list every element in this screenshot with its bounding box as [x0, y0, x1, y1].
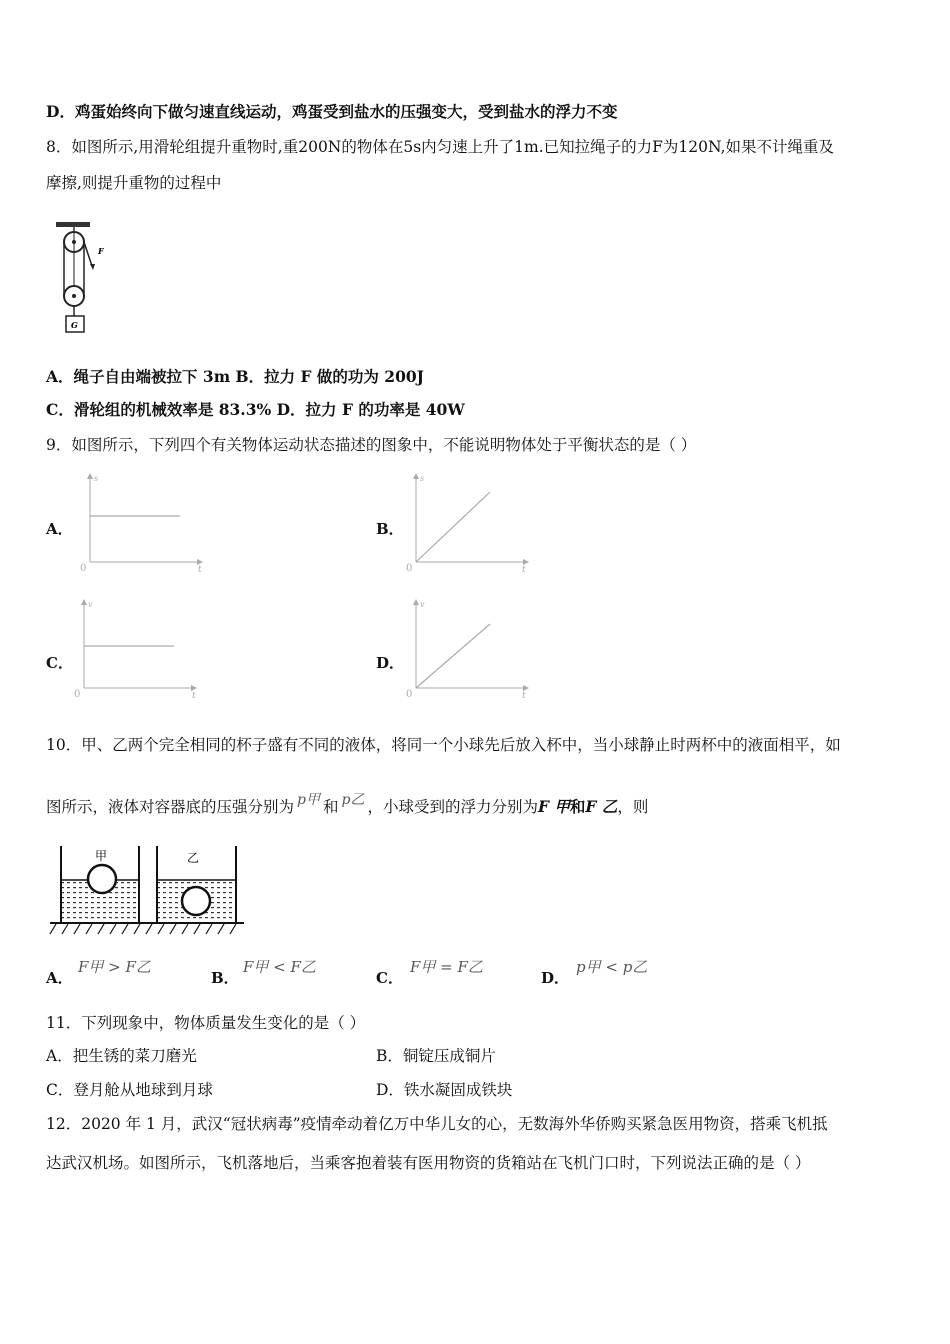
q10-label-d: D． [541, 969, 570, 987]
axis-x-label: t [522, 691, 526, 701]
axis-y-label: s [420, 474, 425, 483]
q10-label-b: B． [211, 969, 239, 987]
axis-y-label: s [94, 474, 99, 483]
q10-stem-part2: ，小球受到的浮力分别为 [367, 798, 538, 816]
axis-x-label: t [192, 691, 196, 701]
q8-options-ab: A．绳子自由端被拉下 3m B．拉力 F 做的功为 200J [46, 367, 424, 386]
cup-jia-label: 甲 [95, 849, 108, 863]
q10-option-d: p甲 < p乙 [576, 958, 648, 976]
q10-and: 和 [322, 798, 339, 816]
p-yi-symbol: p乙 [341, 792, 365, 808]
origin-label: 0 [74, 689, 81, 700]
q9-graph-d [402, 596, 542, 702]
q10-stem-line1: 10．甲、乙两个完全相同的杯子盛有不同的液体，将同一个小球先后放入杯中，当小球静止时两杯中的液面相平，如 [46, 736, 841, 754]
q11-option-c: C．登月舱从地球到月球 [46, 1081, 213, 1099]
q12-stem-line2: 达武汉机场。如图所示，飞机落地后，当乘客抱着装有医用物资的货箱站在飞机门口时，下列说法正确的是（ ） [46, 1154, 811, 1172]
q9-label-d: D． [376, 654, 405, 672]
q10-option-c: F甲 = F乙 [410, 958, 483, 976]
force-f-label: F [98, 246, 104, 256]
q9-label-b: B． [376, 520, 404, 538]
q9-graph-b [402, 470, 542, 576]
q8-stem-line1: 8．如图所示,用滑轮组提升重物时,重200N的物体在5s内匀速上升了1m.已知拉绳子的力F为120N,如果不计绳重及 [46, 138, 835, 156]
q11-option-a: A．把生锈的菜刀磨光 [46, 1047, 197, 1065]
axis-y-label: v [88, 600, 93, 609]
q7-option-d: D．鸡蛋始终向下做匀速直线运动，鸡蛋受到盐水的压强变大，受到盐水的浮力不变 [46, 102, 618, 121]
q8-options-cd: C．滑轮组的机械效率是 83.3% D．拉力 F 的功率是 40W [46, 400, 465, 419]
p-jia-symbol: p甲 [297, 792, 320, 808]
q10-stem-part3: ，则 [617, 798, 649, 816]
q11-option-d: D．铁水凝固成铁块 [376, 1081, 513, 1099]
q8-stem-line2: 摩擦,则提升重物的过程中 [46, 174, 222, 192]
q10-option-a: F甲 > F乙 [78, 958, 151, 976]
q9-stem: 9．如图所示，下列四个有关物体运动状态描述的图象中，不能说明物体处于平衡状态的是（ ） [46, 436, 697, 454]
axis-y-label: v [420, 600, 425, 609]
origin-label: 0 [406, 563, 413, 574]
q12-stem-line1: 12．2020 年 1 月，武汉“冠状病毒”疫情牵动着亿万中华儿女的心，无数海外华侨购买紧急医用物资，搭乘飞机抵 [46, 1115, 828, 1133]
axis-x-label: t [198, 565, 202, 575]
q10-stem-line2 [46, 792, 649, 819]
f-yi-symbol: F 乙 [585, 797, 618, 816]
q10-and-2: 和 [569, 797, 586, 816]
q9-label-c: C． [46, 654, 73, 672]
origin-label: 0 [80, 563, 87, 574]
pulley-figure [52, 218, 112, 340]
q10-label-a: A． [46, 969, 73, 987]
q10-label-c: C． [376, 969, 403, 987]
q11-option-b: B．铜锭压成铜片 [376, 1047, 496, 1065]
q9-graph-a [76, 470, 216, 576]
axis-x-label: t [522, 565, 526, 575]
q9-label-a: A． [46, 520, 73, 538]
cup-yi-label: 乙 [187, 851, 200, 865]
q9-graph-c [70, 596, 210, 702]
q10-option-b: F甲 < F乙 [243, 958, 316, 976]
q10-stem-part1: 图所示，液体对容器底的压强分别为 [46, 798, 295, 816]
weight-g-label: G [71, 320, 78, 330]
q11-stem: 11．下列现象中，物体质量发生变化的是（ ） [46, 1014, 366, 1032]
f-jia-symbol: F 甲 [537, 797, 570, 816]
origin-label: 0 [406, 689, 413, 700]
two-cups-figure [48, 840, 248, 936]
